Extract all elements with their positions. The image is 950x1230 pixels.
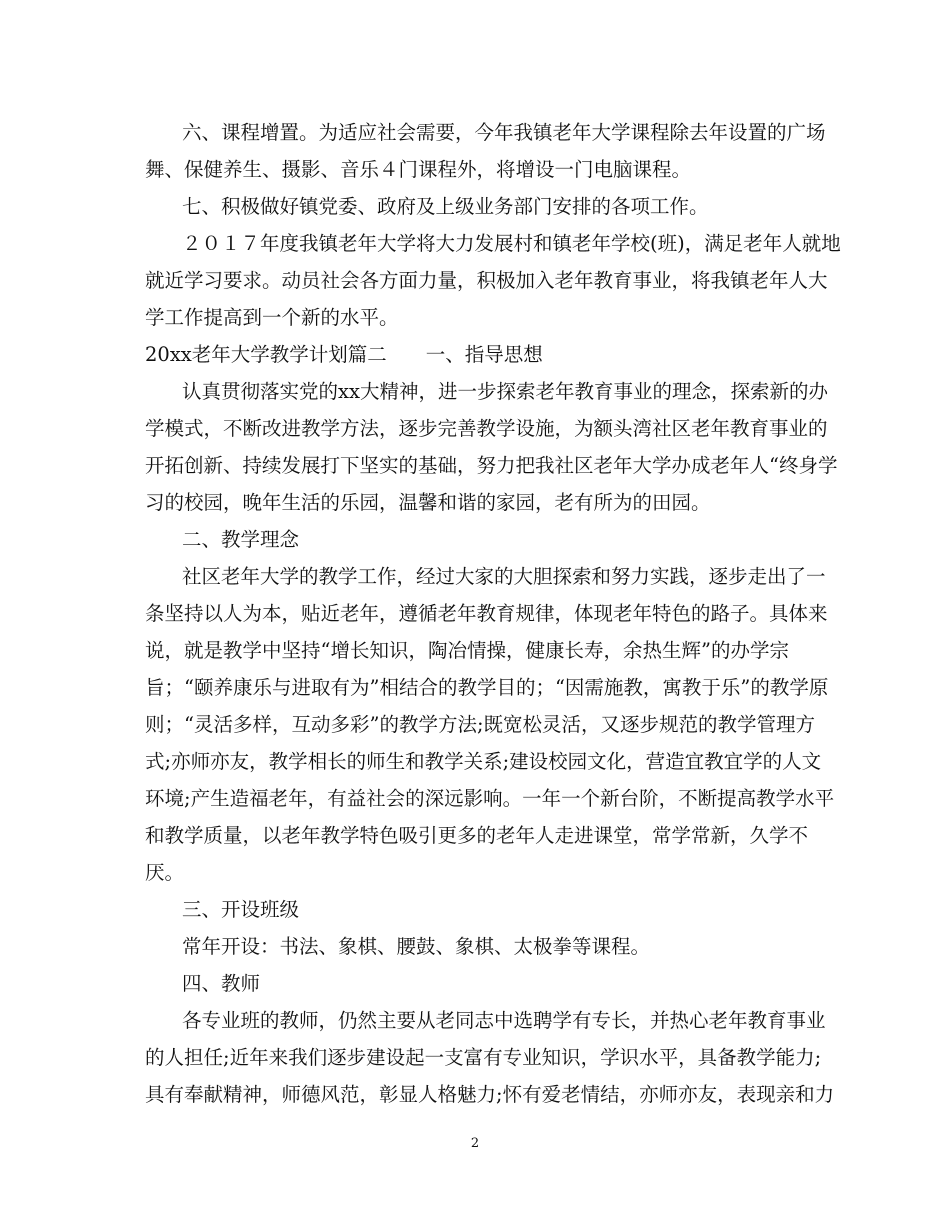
paragraph-line: 学模式，不断改进教学方法，逐步完善教学设施，为额头湾社区老年教育事业的 <box>145 417 828 440</box>
paragraph-line: 各专业班的教师，仍然主要从老同志中选聘学有专长，并热心老年教育事业 <box>182 1009 826 1032</box>
paragraph-line: 厌。 <box>145 861 185 884</box>
paragraph-line: 和教学质量，以老年教学特色吸引更多的老年人走进课堂，常学常新，久学不 <box>145 824 809 847</box>
paragraph-line: 条坚持以人为本，贴近老年，遵循老年教育规律，体现老年特色的路子。具体来 <box>145 602 828 625</box>
paragraph-line: 的人担任;近年来我们逐步建设起一支富有专业知识，学识水平，具备教学能力; <box>145 1046 822 1069</box>
paragraph-line: 认真贯彻落实党的xx大精神，进一步探索老年教育事业的理念，探索新的办 <box>182 380 828 403</box>
paragraph-line: 开拓创新、持续发展打下坚实的基础，努力把我社区老年大学办成老年人“终身学 <box>145 454 838 477</box>
paragraph-line: 具有奉献精神，师德风范，彰显人格魅力;怀有爱老情结，亦师亦友，表现亲和力 <box>145 1083 835 1106</box>
paragraph-line: 环境;产生造福老年，有益社会的深远影响。一年一个新台阶，不断提高教学水平 <box>145 787 835 810</box>
paragraph-line: 学工作提高到一个新的水平。 <box>145 306 399 329</box>
paragraph-line: 舞、保健养生、摄影、音乐４门课程外，将增设一门电脑课程。 <box>145 158 692 181</box>
section-heading: 20xx老年大学教学计划篇二 一、指导思想 <box>145 343 543 366</box>
section-heading: 四、教师 <box>182 972 261 995</box>
paragraph-line: ２０１７年度我镇老年大学将大力发展村和镇老年学校(班)，满足老年人就地 <box>182 232 841 255</box>
paragraph-line: 则；“灵活多样，互动多彩”的教学方法;既宽松灵活，又逐步规范的教学管理方 <box>145 713 816 736</box>
section-heading: 三、开设班级 <box>182 898 300 921</box>
paragraph-line: 旨；“颐养康乐与进取有为”相结合的教学目的；“因需施教，寓教于乐”的教学原 <box>145 676 829 699</box>
paragraph-line: 说，就是教学中坚持“增长知识，陶冶情操，健康长寿，余热生辉”的办学宗 <box>145 639 789 662</box>
paragraph-line: 六、课程增置。为适应社会需要，今年我镇老年大学课程除去年设置的广场 <box>182 121 826 144</box>
paragraph-line: 就近学习要求。动员社会各方面力量，积极加入老年教育事业，将我镇老年人大 <box>145 269 828 292</box>
page-number: 2 <box>470 1136 480 1151</box>
paragraph-line: 式;亦师亦友，教学相长的师生和教学关系;建设校园文化，营造宜教宜学的人文 <box>145 750 822 773</box>
paragraph-line: 社区老年大学的教学工作，经过大家的大胆探索和努力实践，逐步走出了一 <box>182 565 826 588</box>
section-heading: 二、教学理念 <box>182 528 300 551</box>
paragraph-line: 习的校园，晚年生活的乐园，温馨和谐的家园，老有所为的田园。 <box>145 491 711 514</box>
paragraph-line: 七、积极做好镇党委、政府及上级业务部门安排的各项工作。 <box>182 195 709 218</box>
paragraph-line: 常年开设：书法、象棋、腰鼓、象棋、太极拳等课程。 <box>182 935 651 958</box>
